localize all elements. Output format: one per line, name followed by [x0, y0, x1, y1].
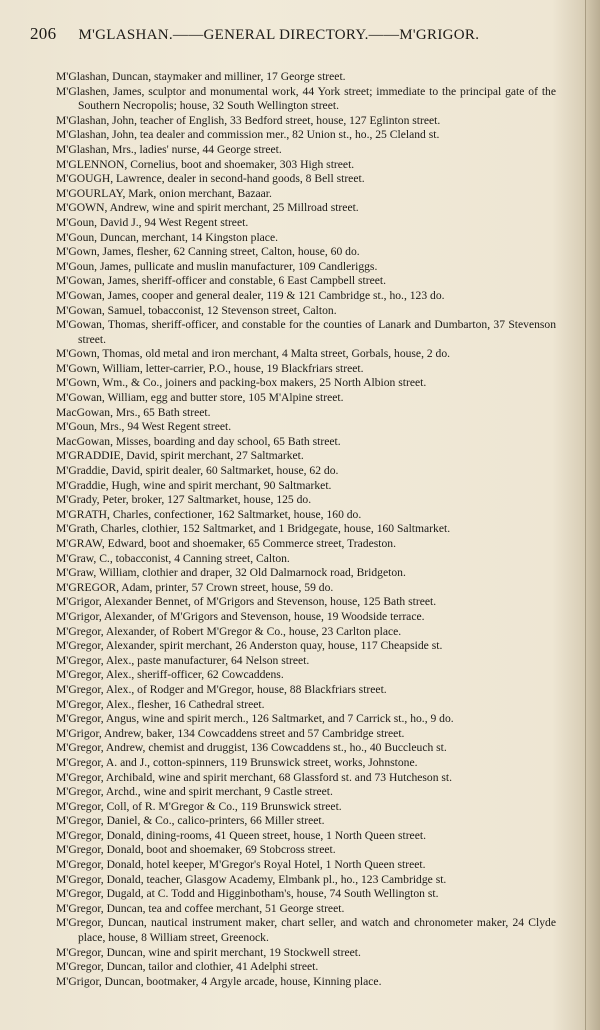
directory-entry: M'Gregor, Donald, teacher, Glasgow Academy, Elmbank pl., ho., 123 Cambridge st.: [56, 872, 447, 886]
directory-entry: M'GOUGH, Lawrence, dealer in second-hand goods, 8 Bell street.: [56, 172, 365, 186]
directory-entry: M'Gregor, Alex., flesher, 16 Cathedral street.: [56, 697, 265, 711]
directory-entry: M'Gregor, Angus, wine and spirit merch., 126 Saltmarket, and 7 Carrick st., ho., 9 do.: [56, 712, 454, 726]
directory-entry: M'Goun, Mrs., 94 West Regent street.: [56, 420, 232, 434]
directory-entry: M'Graddie, David, spirit dealer, 60 Saltmarket, house, 62 do.: [56, 464, 339, 478]
directory-entry: M'Glashan, John, tea dealer and commission mer., 82 Union st., ho., 25 Cleland st.: [56, 128, 440, 142]
page-number: 206: [30, 24, 57, 43]
directory-entry: M'Gregor, Duncan, nautical instrument maker, chart seller, and watch and chronometer maker, 24 Clyde place, house, 8 William street, Greenock.: [56, 916, 556, 945]
directory-entry: M'GOWN, Andrew, wine and spirit merchant, 25 Millroad street.: [56, 201, 359, 215]
directory-entry: M'Grigor, Duncan, bootmaker, 4 Argyle arcade, house, Kinning place.: [56, 974, 382, 988]
directory-entry: M'Grigor, Alexander Bennet, of M'Grigors and Stevenson, house, 125 Bath street.: [56, 595, 437, 609]
directory-entry: M'Grath, Charles, clothier, 152 Saltmarket, and 1 Bridgegate, house, 160 Saltmarket.: [56, 522, 451, 536]
directory-entry: M'Gowan, Thomas, sheriff-officer, and constable for the counties of Lanark and Dumbarton, 37 Stevenson street.: [56, 318, 556, 346]
directory-entry: M'Gregor, Archibald, wine and spirit merchant, 68 Glassford st. and 73 Hutcheson st.: [56, 770, 453, 784]
directory-entry: M'Gregor, Coll, of R. M'Gregor & Co., 119 Brunswick street.: [56, 799, 342, 813]
directory-entry: M'Gregor, Duncan, tea and coffee merchant, 51 George street.: [56, 901, 345, 915]
directory-entry: M'Goun, Duncan, merchant, 14 Kingston place.: [56, 230, 278, 244]
directory-entry: M'Graw, C., tobacconist, 4 Canning street, Calton.: [56, 551, 290, 565]
directory-entry: M'Glashan, Mrs., ladies' nurse, 44 George street.: [56, 142, 282, 156]
directory-entry: M'Gregor, Alexander, spirit merchant, 26 Anderston quay, house, 117 Cheapside st.: [56, 639, 443, 653]
directory-entry: M'Gregor, Alex., sheriff-officer, 62 Cowcaddens.: [56, 668, 284, 682]
directory-entry: M'Grady, Peter, broker, 127 Saltmarket, house, 125 do.: [56, 493, 312, 507]
directory-entry: M'Gregor, Dugald, at C. Todd and Higginbotham's, house, 74 South Wellington st.: [56, 887, 439, 901]
directory-entry: M'Gowan, Samuel, tobacconist, 12 Stevenson street, Calton.: [56, 303, 337, 317]
directory-entry: M'Gregor, Alexander, of Robert M'Gregor & Co., house, 23 Carlton place.: [56, 624, 402, 638]
page-binding-edge: [585, 0, 600, 1030]
directory-entry: M'GRAW, Edward, boot and shoemaker, 65 Commerce street, Tradeston.: [56, 537, 396, 550]
directory-entry: MacGowan, Mrs., 65 Bath street.: [56, 405, 211, 419]
directory-entry: M'GLENNON, Cornelius, boot and shoemaker, 303 High street.: [56, 157, 355, 171]
directory-entry: M'Glashan, John, teacher of English, 33 Bedford street, house, 127 Eglinton street.: [56, 113, 441, 127]
directory-entry: M'Gowan, James, sheriff-officer and constable, 6 East Campbell street.: [56, 274, 387, 288]
directory-entry: M'Glashan, Duncan, staymaker and milliner, 17 George street.: [56, 70, 346, 83]
directory-entry: M'GRATH, Charles, confectioner, 162 Saltmarket, house, 160 do.: [56, 507, 362, 521]
directory-entry: M'Gregor, Duncan, tailor and clothier, 41 Adelphi street.: [56, 960, 319, 974]
directory-entry: M'GREGOR, Adam, printer, 57 Crown street, house, 59 do.: [56, 580, 334, 594]
directory-entry: MacGowan, Misses, boarding and day school, 65 Bath street.: [56, 434, 341, 448]
directory-entry: M'Gown, James, flesher, 62 Canning street, Calton, house, 60 do.: [56, 245, 360, 259]
directory-entry: M'Gregor, Andrew, chemist and druggist, 136 Cowcaddens st., ho., 40 Buccleuch st.: [56, 741, 447, 755]
directory-entry: M'Gregor, Donald, boot and shoemaker, 69 Stobcross street.: [56, 843, 336, 857]
directory-entry: M'Gregor, Donald, hotel keeper, M'Gregor's Royal Hotel, 1 North Queen street.: [56, 858, 426, 872]
directory-entry: M'Gregor, Daniel, & Co., calico-printers, 66 Miller street.: [56, 814, 325, 828]
running-title: M'GLASHAN.——GENERAL DIRECTORY.——M'GRIGOR.: [78, 27, 480, 43]
directory-entry: M'Gregor, Donald, dining-rooms, 41 Queen street, house, 1 North Queen street.: [56, 828, 426, 842]
directory-entry: M'Gown, William, letter-carrier, P.O., house, 19 Blackfriars street.: [56, 361, 364, 375]
directory-entry: M'Gowan, James, cooper and general dealer, 119 & 121 Cambridge st., ho., 123 do.: [56, 288, 445, 302]
directory-entry: M'Gregor, Alex., paste manufacturer, 64 Nelson street.: [56, 653, 310, 667]
directory-entry: M'Gown, Thomas, old metal and iron merchant, 4 Malta street, Gorbals, house, 2 do.: [56, 347, 451, 361]
directory-entries: [56, 70, 556, 989]
directory-entry: M'Graddie, Hugh, wine and spirit merchant, 90 Saltmarket.: [56, 478, 332, 492]
directory-entry: M'GRADDIE, David, spirit merchant, 27 Saltmarket.: [56, 449, 304, 463]
page-header: [30, 24, 500, 44]
directory-entry: M'Goun, David J., 94 West Regent street.: [56, 215, 249, 229]
directory-entry: M'Gregor, Duncan, wine and spirit merchant, 19 Stockwell street.: [56, 945, 361, 959]
directory-entry: M'Gown, Wm., & Co., joiners and packing-box makers, 25 North Albion street.: [56, 376, 427, 390]
directory-entry: M'Graw, William, clothier and draper, 32 Old Dalmarnock road, Bridgeton.: [56, 566, 406, 580]
directory-entry: M'Goun, James, pullicate and muslin manufacturer, 109 Candleriggs.: [56, 259, 378, 273]
directory-entry: M'Gregor, Alex., of Rodger and M'Gregor, house, 88 Blackfriars street.: [56, 682, 387, 696]
directory-entry: M'Glashen, James, sculptor and monumental work, 44 York street; immediate to the principal gate of the Southern Necropolis; house, 32 South Wellington street.: [56, 84, 556, 113]
directory-entry: M'Grigor, Andrew, baker, 134 Cowcaddens street and 57 Cambridge street.: [56, 726, 405, 740]
directory-entry: M'GOURLAY, Mark, onion merchant, Bazaar.: [56, 186, 272, 200]
directory-entry: M'Gregor, A. and J., cotton-spinners, 119 Brunswick street, works, Johnstone.: [56, 755, 418, 769]
directory-entry: M'Gowan, William, egg and butter store, 105 M'Alpine street.: [56, 391, 344, 405]
directory-entry: M'Grigor, Alexander, of M'Grigors and Stevenson, house, 19 Woodside terrace.: [56, 609, 425, 623]
directory-entry: M'Gregor, Archd., wine and spirit merchant, 9 Castle street.: [56, 785, 333, 799]
